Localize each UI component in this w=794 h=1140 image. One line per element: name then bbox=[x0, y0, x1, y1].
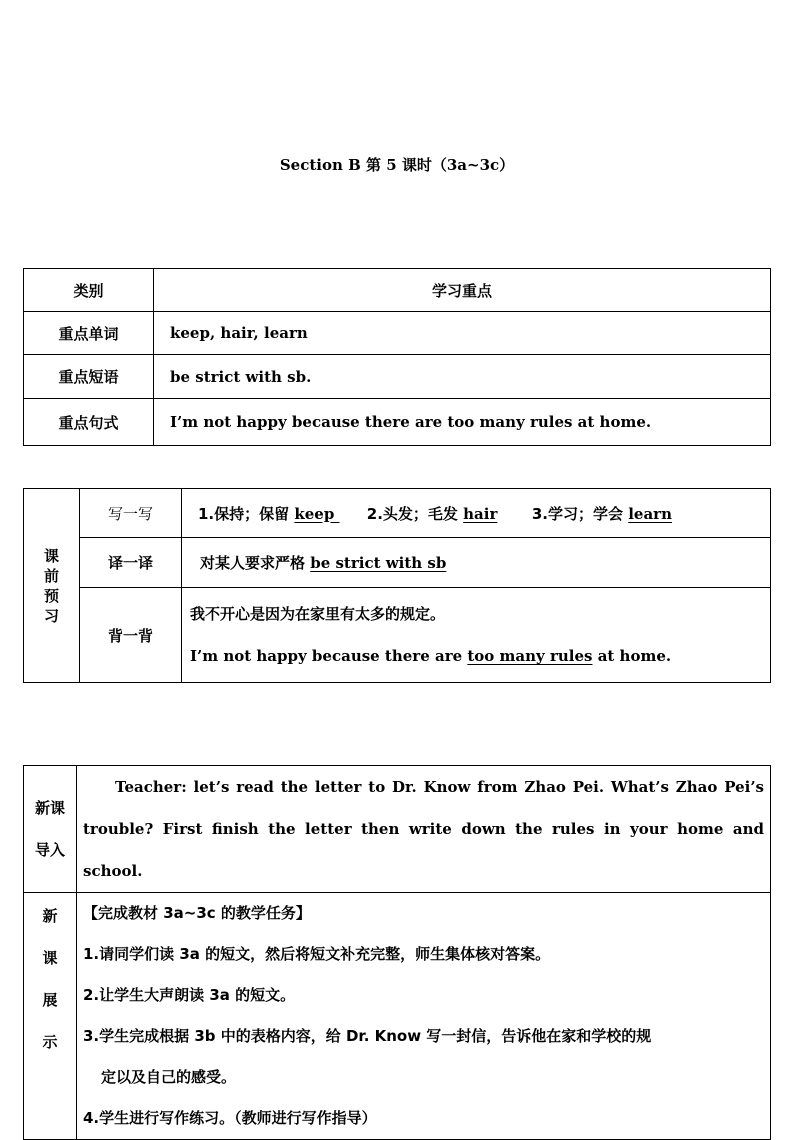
step-item: 2.让学生大声朗读 3a 的短文。 bbox=[83, 986, 296, 1004]
side-char: 习 bbox=[43, 606, 59, 625]
recite-label: 背一背 bbox=[80, 588, 182, 683]
table-row bbox=[24, 588, 771, 683]
show-char: 新 bbox=[42, 907, 58, 925]
table-row bbox=[24, 766, 771, 893]
row-content: keep, hair, learn bbox=[154, 312, 771, 355]
header-category: 类别 bbox=[24, 269, 154, 312]
row-label: 重点句式 bbox=[24, 399, 154, 446]
table-row bbox=[24, 489, 771, 538]
lesson-table bbox=[23, 765, 771, 1140]
recite-chinese: 我不开心是因为在家里有太多的规定。 bbox=[190, 605, 446, 623]
side-char: 课 bbox=[43, 546, 59, 565]
preview-table bbox=[23, 488, 771, 683]
step-item: 定以及自己的感受。 bbox=[101, 1068, 237, 1086]
row-label: 重点短语 bbox=[24, 355, 154, 399]
recite-answer: too many rules bbox=[467, 647, 593, 665]
table-row bbox=[24, 893, 771, 1140]
side-char: 预 bbox=[43, 586, 59, 605]
table-row bbox=[24, 355, 771, 399]
write-prompt: 3.学习；学会 bbox=[531, 504, 629, 523]
write-content bbox=[182, 489, 771, 538]
translate-content bbox=[182, 538, 771, 588]
table-row bbox=[24, 538, 771, 588]
intro-label: 导入 bbox=[34, 841, 65, 859]
row-content: I’m not happy because there are too many rules at home. bbox=[154, 399, 771, 446]
write-prompt: 2.头发；毛发 bbox=[366, 504, 464, 523]
intro-label: 新课 bbox=[34, 799, 65, 817]
write-answer: keep bbox=[294, 504, 340, 523]
show-char: 示 bbox=[42, 1033, 58, 1051]
translate-prompt: 对某人要求严格 bbox=[200, 554, 311, 572]
table-row bbox=[24, 312, 771, 355]
key-points-table bbox=[23, 268, 771, 446]
step-item: 3.学生完成根据 3b 中的表格内容，给 Dr. Know 写一封信，告诉他在家和学校的规 bbox=[83, 1027, 652, 1045]
show-char: 课 bbox=[42, 949, 58, 967]
write-label: 写一写 bbox=[80, 489, 182, 538]
show-content bbox=[77, 893, 771, 1140]
translate-answer: be strict with sb bbox=[310, 554, 447, 572]
document-title: Section B 第 5 课时（3a~3c） bbox=[279, 156, 515, 174]
recite-content bbox=[182, 588, 771, 683]
task-heading: 【完成教材 3a~3c 的教学任务】 bbox=[83, 904, 311, 922]
table-header-row bbox=[24, 269, 771, 312]
step-item: 4.学生进行写作练习。（教师进行写作指导） bbox=[83, 1109, 377, 1127]
side-char: 前 bbox=[43, 566, 59, 585]
step-item: 1.请同学们读 3a 的短文，然后将短文补充完整，师生集体核对答案。 bbox=[83, 945, 551, 963]
row-content: be strict with sb. bbox=[154, 355, 771, 399]
translate-label: 译一译 bbox=[80, 538, 182, 588]
recite-text: at home. bbox=[592, 647, 672, 665]
write-answer: learn bbox=[628, 504, 672, 523]
recite-text: I’m not happy because there are bbox=[190, 647, 468, 665]
table-row bbox=[24, 399, 771, 446]
show-char: 展 bbox=[42, 991, 58, 1009]
header-key-points: 学习重点 bbox=[154, 269, 771, 312]
write-answer: hair bbox=[463, 504, 498, 523]
write-prompt: 1.保持；保留 bbox=[198, 504, 295, 523]
intro-text: Teacher: let’s read the letter to Dr. Know from Zhao Pei. What’s Zhao Pei’s trouble? First finish the letter then write down the rules in your home and school. bbox=[77, 766, 771, 893]
row-label: 重点单词 bbox=[24, 312, 154, 355]
intro-side-label bbox=[24, 766, 77, 893]
recite-english bbox=[190, 635, 770, 677]
preview-side-label bbox=[24, 489, 80, 683]
show-side-label bbox=[24, 893, 77, 1140]
